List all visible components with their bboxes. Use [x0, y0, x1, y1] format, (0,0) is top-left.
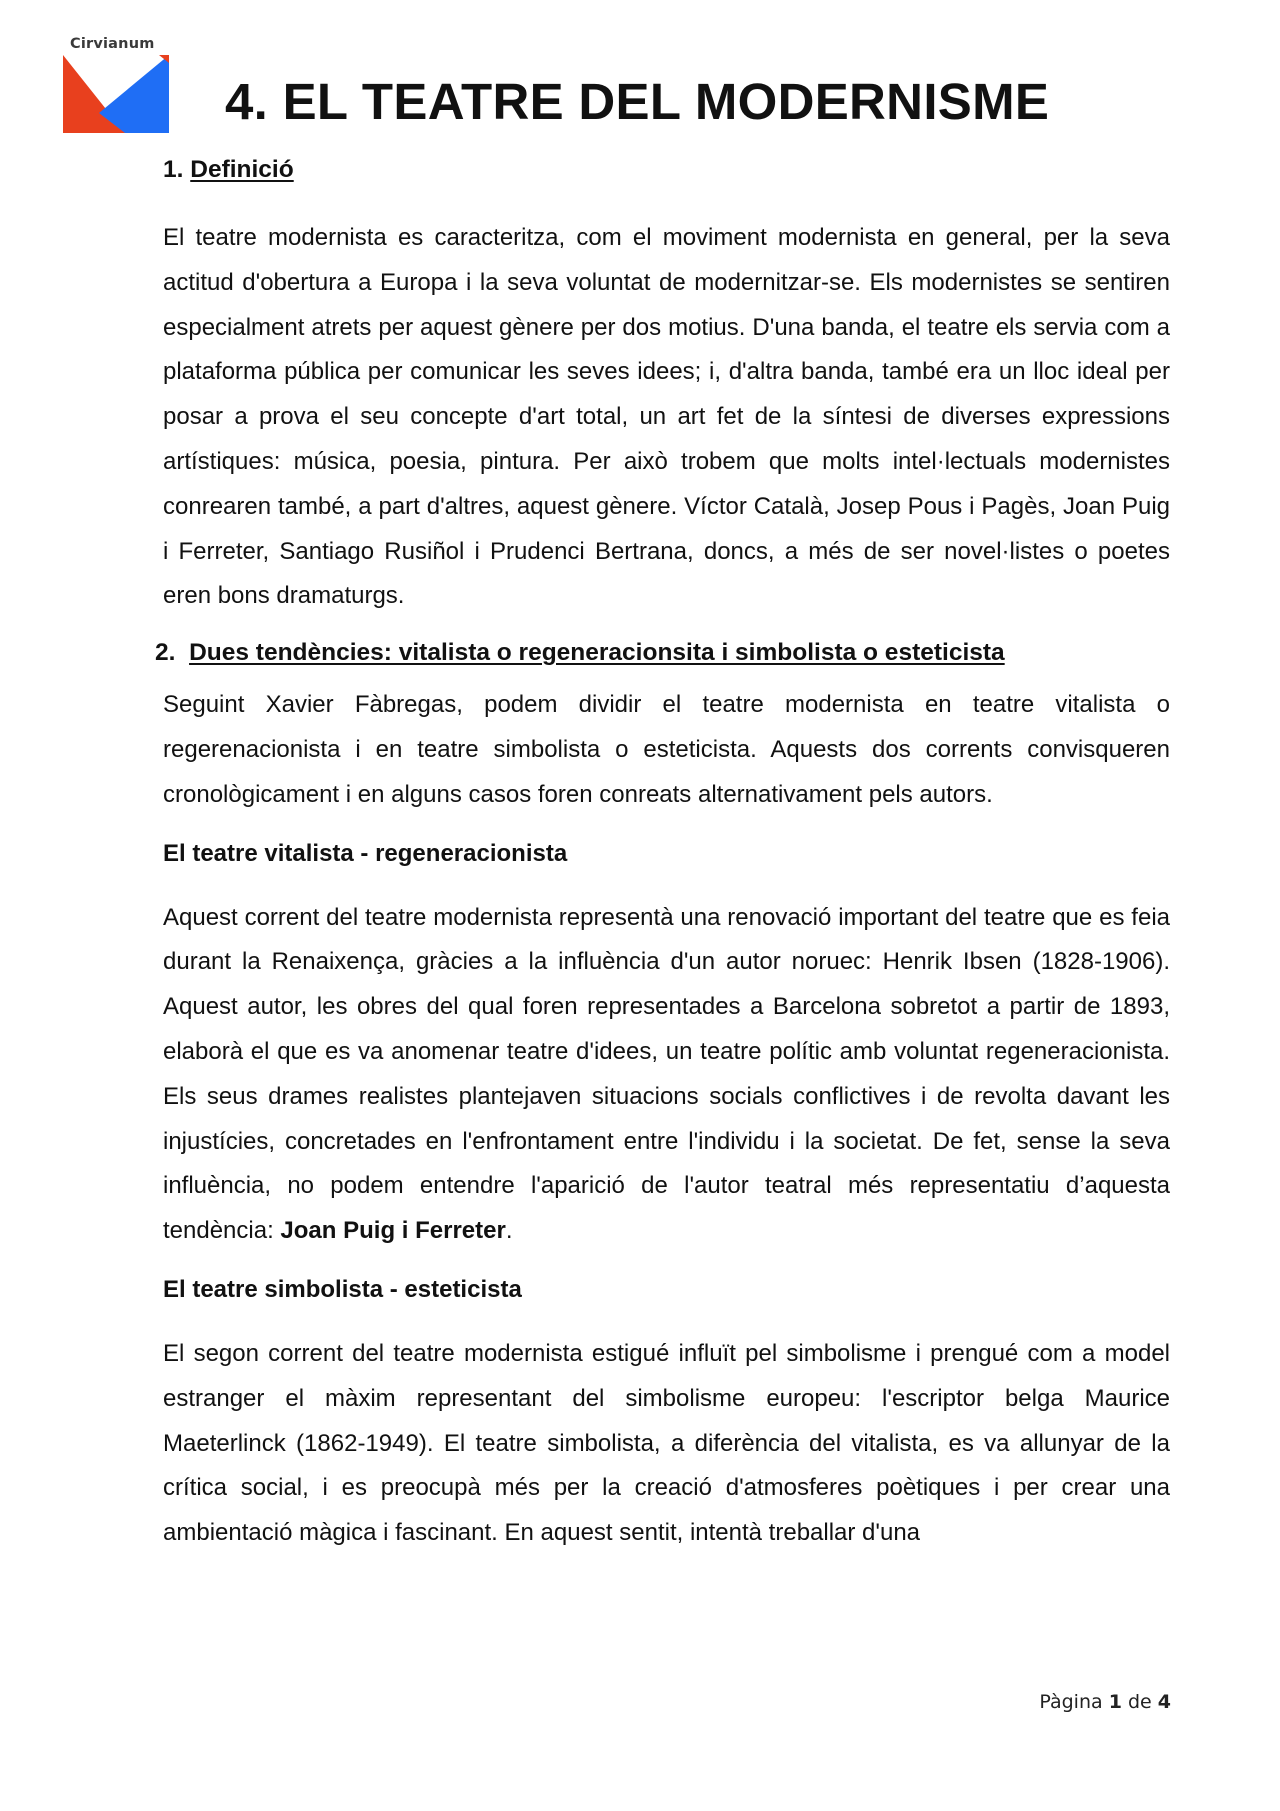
page-number	[1039, 1691, 1171, 1713]
section-heading-tendencies	[155, 635, 1170, 671]
author-name-bold: Joan Puig i Ferreter	[280, 1217, 506, 1245]
paragraph-text: Aquest corrent del teatre modernista representà una renovació important del teatre que es feia durant la Renaixença, gràcies a la influència d'un autor noruec: Henrik Ibsen (1828-1906). Aquest autor, les obres del qual foren representades a Barcelona sobretot a partir de 1893, elaborà el que es va anomenar teatre d'idees, un teatre polític amb voluntat regeneracionista. Els seus drames realistes plantejaven situacions socials conflictives i de revolta davant les injustícies, concretades en l'enfrontament entre l'individu i la societat. De fet, sense la seva influència, no podem entendre l'aparició de l'autor teatral més representatiu d’aquesta tendència:	[163, 903, 1170, 1245]
page-label: Pàgina	[1039, 1691, 1103, 1713]
page-total: 4	[1157, 1691, 1171, 1713]
logo-text: Cirvianum	[70, 36, 155, 52]
section-title: Definició	[190, 156, 294, 183]
paragraph-definicio: El teatre modernista es caracteritza, com el moviment modernista en general, per la seva actitud d'obertura a Europa i la seva voluntat de modernitzar-se. Els modernistes se sentiren especialment atrets per aquest gènere per dos motius. D'una banda, el teatre els servia com a plataforma pública per comunicar les seves idees; i, d'altra banda, també era un lloc ideal per posar a prova el seu concepte d'art total, un art fet de la síntesi de diverses expressions artístiques: música, poesia, pintura. Per això trobem que molts intel·lectuals modernistes conrearen també, a part d'altres, aquest gènere. Víctor Català, Josep Pous i Pagès, Joan Puig i Ferreter, Santiago Rusiñol i Prudenci Bertrana, doncs, a més de ser novel·listes o poetes eren bons dramaturgs.	[163, 224, 1170, 610]
page-sep: de	[1127, 1691, 1152, 1713]
page-current: 1	[1108, 1691, 1122, 1713]
paragraph-vitalista	[163, 896, 1170, 1254]
paragraph-simbolista: El segon corrent del teatre modernista estigué influït pel simbolisme i prengué com a model estranger el màxim representant del simbolisme europeu: l'escriptor belga Maurice Maeterlinck (1862-1949). El teatre simbolista, a diferència del vitalista, es va allunyar de la crítica social, i es preocupà més per la creació d'atmosferes poètiques i per crear una ambientació màgica i fascinant. En aquest sentit, intentà treballar d'una	[163, 1339, 1170, 1547]
page-title: 4. EL TEATRE DEL MODERNISME	[225, 73, 1050, 130]
section-heading-definicio	[163, 152, 1170, 188]
subheading-simbolista: El teatre simbolista - esteticista	[163, 1275, 522, 1303]
logo-mark	[63, 55, 169, 133]
paragraph-end: .	[505, 1217, 513, 1245]
document-body	[155, 152, 1170, 1556]
paragraph-tendencies-intro: Seguint Xavier Fàbregas, podem dividir el teatre modernista en teatre vitalista o regerenacionista i en teatre simbolista o esteticista. Aquests dos corrents convisqueren cronològicament i en alguns casos foren conreats alternativament pels autors.	[163, 691, 1170, 808]
subheading-vitalista: El teatre vitalista - regeneracionista	[163, 839, 568, 867]
section-title: Dues tendències: vitalista o regeneracionsita i simbolista o esteticista	[189, 639, 1005, 667]
section-number: 2.	[155, 639, 176, 667]
section-number: 1.	[163, 156, 184, 183]
